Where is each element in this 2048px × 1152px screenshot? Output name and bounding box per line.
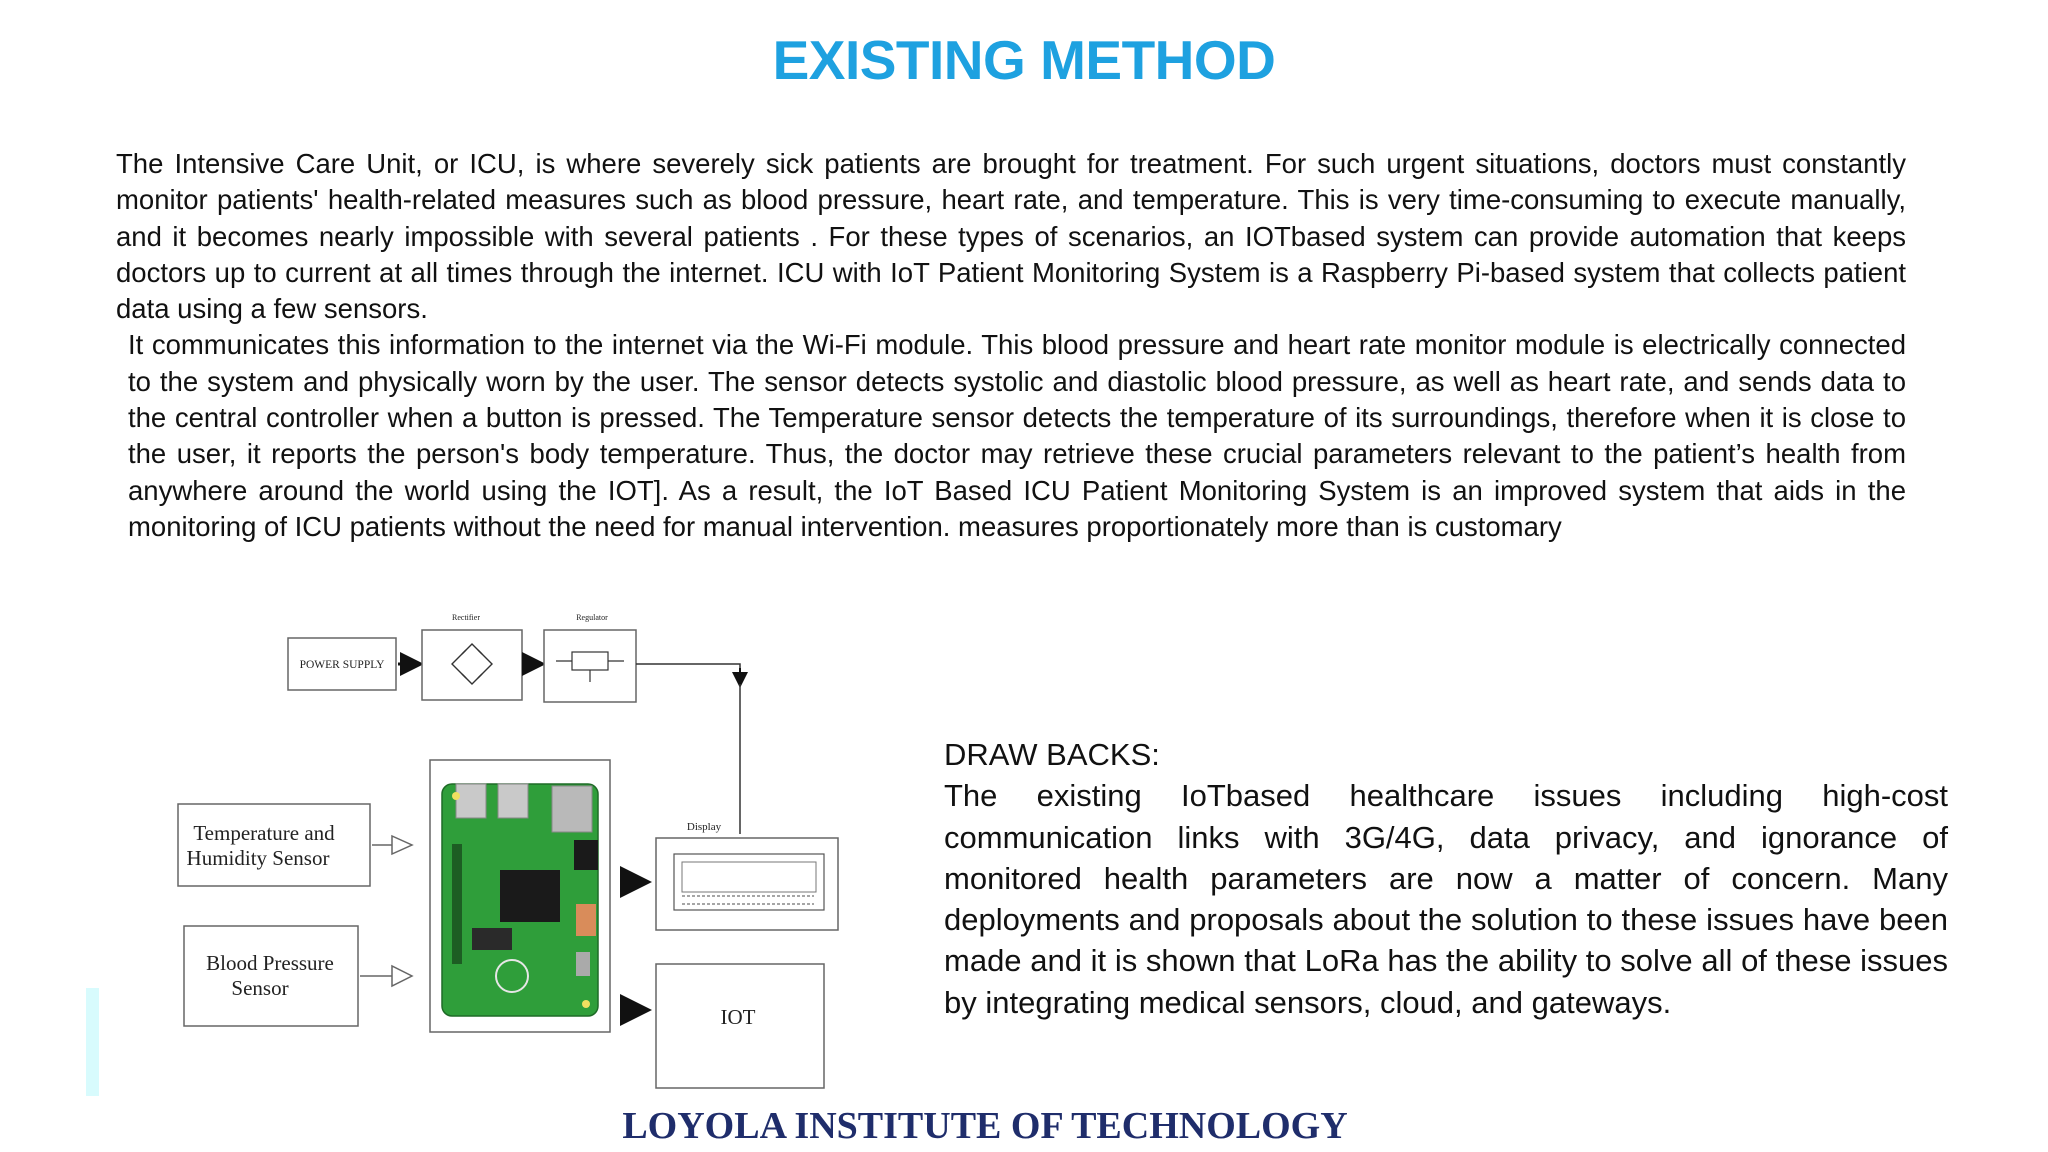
blood-pressure-sensor-block [184,926,358,1026]
drawbacks-heading: DRAW BACKS: [944,737,1160,772]
svg-text:IOT: IOT [720,1005,756,1029]
rectifier-block [422,630,522,700]
drawbacks-text: The existing IoTbased healthcare issues including high-cost communication links with 3G/4G, data privacy, and ignorance of monitored health parameters are now a matter of concern. Many deployments and proposals about the solution to these issues have been made and it is shown that LoRa has the ability to solve all of these issues by integrating medical sensors, cloud, and gateways. [944,778,1948,1020]
display-label: Display [686,821,722,833]
drawbacks-section [944,734,1948,1023]
svg-text:Blood Pressure: Blood Pressure [206,951,334,975]
slide-title: EXISTING METHOD [772,29,1276,91]
svg-text:POWER SUPPLY: POWER SUPPLY [299,659,385,671]
raspberry-pi-board [430,760,610,1032]
intro-text [116,146,1906,545]
svg-text:Humidity Sensor: Humidity Sensor [186,846,330,870]
regulator-label: Regulator [576,613,608,622]
rectifier-label: Rectifier [452,613,480,622]
display-block [656,838,838,930]
svg-text:Temperature and: Temperature and [193,821,335,845]
svg-text:Sensor: Sensor [231,976,289,1000]
intro-paragraph-2: It communicates this information to the internet via the Wi-Fi module. This blood pressure and heart rate monitor module is electrically connected to the system and physically worn by the user. The sensor detects systolic and diastolic blood pressure, as well as heart rate, and sends data to the central controller when a button is pressed. The Temperature sensor detects the temperature of its surroundings, therefore when it is close to the user, it reports the person's body temperature. Thus, the doctor may retrieve these crucial parameters relevant to the patient’s health from anywhere around the world using the IOT]. As a result, the IoT Based ICU Patient Monitoring System is an improved system that aids in the monitoring of ICU patients without the need for manual intervention. measures proportionately more than is customary [128,329,1906,542]
regulator-block [544,630,636,702]
arrow-temp-board [372,836,412,854]
intro-paragraph-1: The Intensive Care Unit, or ICU, is where severely sick patients are brought for treatment. For such urgent situations, doctors must constantly monitor patients' health-related measures such as blood pressure, heart rate, and temperature. This is very time-consuming to execute manually, and it becomes nearly impossible with several patients . For these types of scenarios, an IOTbased system can provide automation that keeps doctors up to current at all times through the internet. ICU with IoT Patient Monitoring System is a Raspberry Pi-based system that collects patient data using a few sensors. [116,148,1906,325]
iot-block [656,964,824,1088]
arrow-bp-board [360,966,412,986]
footer-institution: LOYOLA INSTITUTE OF TECHNOLOGY [622,1105,1348,1147]
temperature-sensor-block [178,804,370,886]
accent-bar [86,988,99,1096]
power-supply-block [288,638,396,690]
block-diagram [160,600,860,1100]
